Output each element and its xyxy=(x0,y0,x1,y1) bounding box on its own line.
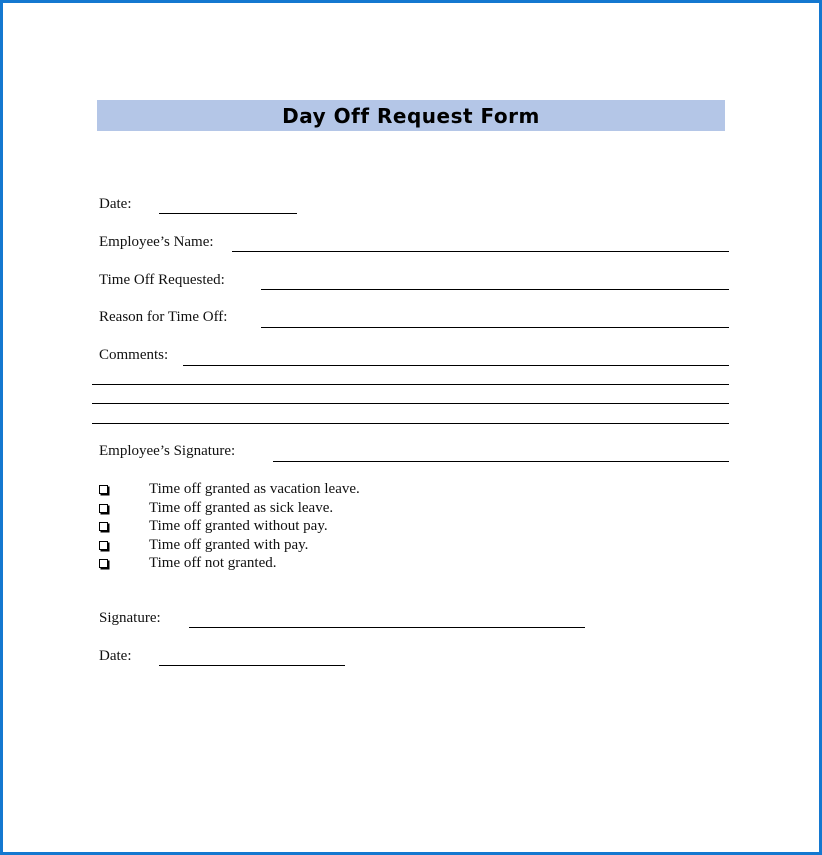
comments-field-line-2[interactable] xyxy=(92,384,729,385)
comments-field-line-4[interactable] xyxy=(92,423,729,424)
title-bar xyxy=(97,100,725,131)
checkbox-icon[interactable] xyxy=(99,504,108,513)
comments-label: Comments: xyxy=(99,347,169,363)
checkbox-icon[interactable] xyxy=(99,559,108,568)
employee-signature-field-line[interactable] xyxy=(273,461,729,462)
reason-label: Reason for Time Off: xyxy=(99,309,228,325)
time-off-requested-label: Time Off Requested: xyxy=(99,272,225,288)
comments-field-line-1[interactable] xyxy=(183,365,729,366)
employee-name-label: Employee’s Name: xyxy=(99,234,214,250)
reason-field-line[interactable] xyxy=(261,327,729,328)
employee-signature-label: Employee’s Signature: xyxy=(99,443,236,459)
comments-field-line-3[interactable] xyxy=(92,403,729,404)
form-title: Day Off Request Form xyxy=(282,103,540,128)
option-vacation-leave[interactable] xyxy=(99,480,360,498)
option-without-pay[interactable] xyxy=(99,517,328,535)
option-with-pay[interactable] xyxy=(99,536,309,554)
checkbox-icon[interactable] xyxy=(99,522,108,531)
option-sick-leave[interactable] xyxy=(99,499,334,517)
option-label: Time off not granted. xyxy=(149,555,277,571)
approver-signature-field-line[interactable] xyxy=(189,627,585,628)
approver-signature-label: Signature: xyxy=(99,610,161,626)
option-label: Time off granted as vacation leave. xyxy=(149,481,360,497)
time-off-requested-field-line[interactable] xyxy=(261,289,729,290)
option-not-granted[interactable] xyxy=(99,554,277,572)
date-label: Date: xyxy=(99,196,132,212)
option-label: Time off granted without pay. xyxy=(149,518,328,534)
date-field-line[interactable] xyxy=(159,213,297,214)
checkbox-icon[interactable] xyxy=(99,541,108,550)
employee-name-field-line[interactable] xyxy=(232,251,729,252)
approval-date-label: Date: xyxy=(99,648,132,664)
approval-date-field-line[interactable] xyxy=(159,665,345,666)
checkbox-icon[interactable] xyxy=(99,485,108,494)
option-label: Time off granted as sick leave. xyxy=(149,500,334,516)
option-label: Time off granted with pay. xyxy=(149,537,309,553)
